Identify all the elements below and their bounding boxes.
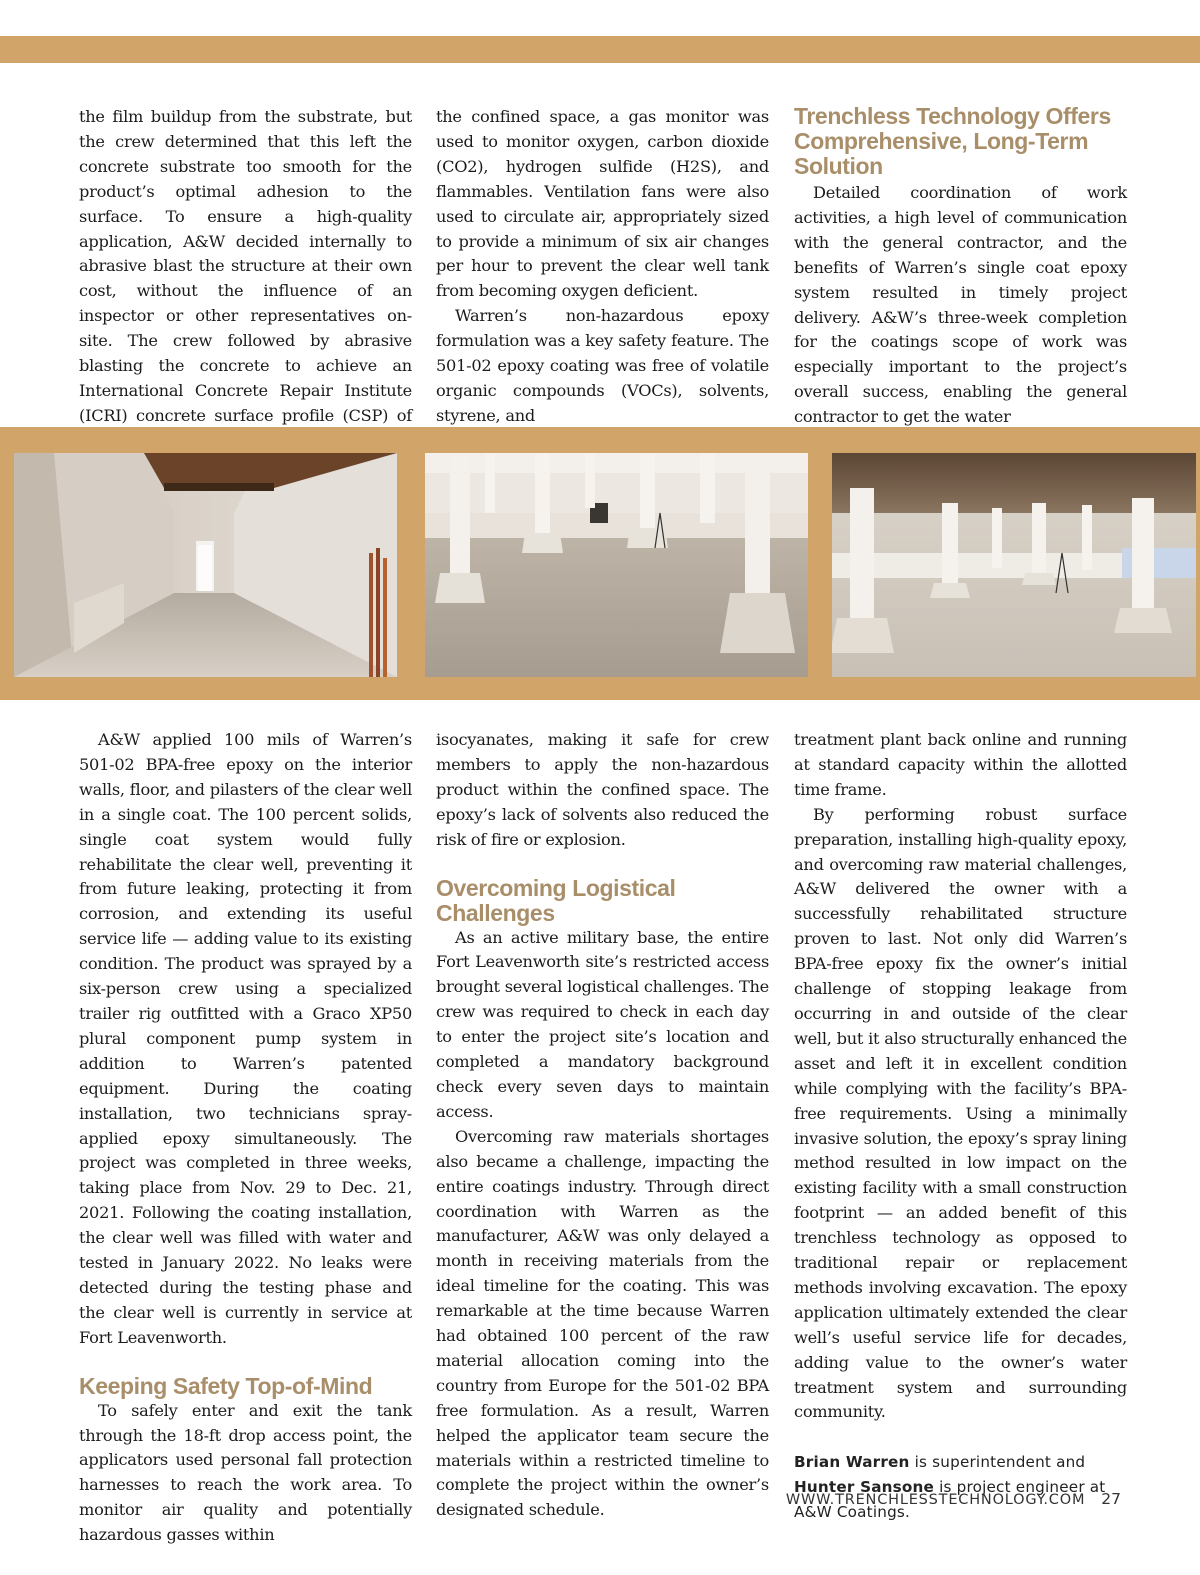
top-column-3 bbox=[794, 104, 1127, 430]
body-paragraph: A&W applied 100 mils of Warren’s 501-02 BPA-free epoxy on the interior walls, floor, and pilasters of the clear well in a single coat. The 100 percent solids, single coat system would fully rehabilitate the clear well, preventing it from future leaking, protecting it from corrosion, and extending its useful service life — adding value to its existing condition. The product was sprayed by a six-person crew using a specialized trailer rig outfitted with a Graco XP50 plural component pump system in addition to Warren’s patented equipment. During the coating installation, two technicians spray-applied epoxy simultaneously. The project was completed in three weeks, taking place from Nov. 29 to Dec. 21, 2021. Following the coating installation, the clear well was filled with water and tested in January 2022. No leaks were detected during the testing phase and the clear well is currently in service at Fort Leavenworth. bbox=[79, 730, 412, 1347]
page-number: 27 bbox=[1101, 1490, 1121, 1508]
bottom-column-3 bbox=[794, 728, 1127, 1525]
section-heading: Overcoming Logistical Challenges bbox=[436, 874, 676, 926]
photo-strip bbox=[0, 427, 1200, 700]
photo-tank-columns bbox=[425, 453, 808, 677]
section-heading: Trenchless Technology Offers Comprehensive, Long-Term Solution bbox=[794, 103, 1111, 179]
author-name: Brian Warren bbox=[794, 1453, 910, 1472]
author-name: Hunter Sansone bbox=[794, 1478, 935, 1497]
body-paragraph: the film buildup from the substrate, but the crew determined that this left the concrete substrate too smooth for the product’s optimal adhesion to the surface. To ensure a high-quality application, A&W decided internally to abrasive blast the structure at their own cost, without the influence of an inspector or other representatives on-site. The crew followed by abrasive blasting the concrete to achieve an International Concrete Repair Institute (ICRI) concrete surface profile (CSP) of bbox=[79, 107, 412, 425]
body-paragraph: By performing robust surface preparation, installing high-quality epoxy, and overcoming raw material challenges, A&W delivered the owner with a successfully rehabilitated structure proven to last. Not only did Warren’s BPA-free epoxy fix the owner’s initial challenge of stopping leakage from occurring in and outside of the clear well, but it also structurally enhanced the asset and left it in excellent condition while complying with the facility’s BPA-free requirements. Using a minimally invasive solution, the epoxy’s spray lining method resulted in low impact on the existing facility with a small construction footprint — an added benefit of this trenchless technology as opposed to traditional repair or replacement methods involving excavation. The epoxy application ultimately extended the clear well’s useful service life for decades, adding value to the owner’s water treatment system and surrounding community. bbox=[794, 804, 1127, 1422]
section-heading: Keeping Safety Top-of-Mind bbox=[79, 1372, 373, 1399]
bottom-column-1 bbox=[79, 728, 412, 1548]
top-accent-band bbox=[0, 36, 1200, 63]
body-paragraph: As an active military base, the entire Fort Leavenworth site’s restricted access brought several logistical challenges. The crew was required to check in each day to enter the project site’s location and completed a mandatory background check every seven days to maintain access. bbox=[436, 927, 769, 1121]
page-footer bbox=[786, 1490, 1121, 1508]
top-column-2 bbox=[436, 105, 769, 429]
body-paragraph: Warren’s non-hazardous epoxy formulation was a key safety feature. The 501-02 epoxy coating was free of volatile organic compounds (VOCs), solvents, styrene, and bbox=[436, 306, 769, 425]
website-url[interactable]: WWW.TRENCHLESSTECHNOLOGY.COM bbox=[785, 1492, 1086, 1508]
photo-corridor bbox=[14, 453, 397, 677]
body-paragraph: Overcoming raw materials shortages also became a challenge, impacting the entire coatings industry. Through direct coordination with Warren as the manufacturer, A&W was only delayed a month in receiving materials from the ideal timeline for the coating. This was remarkable at the time because Warren had obtained 100 percent of the raw material allocation coming into the country from Europe for the 501-02 BPA free formulation. As a result, Warren helped the applicator team secure the materials within a restricted timeline to complete the project within the owner’s designated schedule. bbox=[436, 1126, 769, 1520]
author-role: is superintendent and bbox=[909, 1453, 1086, 1472]
body-paragraph: To safely enter and exit the tank through the 18-ft drop access point, the applicators used personal fall protection harnesses to reach the work area. To monitor air quality and potentially hazardous gasses within bbox=[79, 1400, 412, 1545]
body-paragraph: isocyanates, making it safe for crew members to apply the non-hazardous product within the confined space. The epoxy’s lack of solvents also reduced the risk of fire or explosion. bbox=[436, 730, 769, 849]
body-paragraph: the confined space, a gas monitor was used to monitor oxygen, carbon dioxide (CO2), hydrogen sulfide (H2S), and flammables. Ventilation fans were also used to circulate air, appropriately sized to provide a minimum of six air changes per hour to prevent the clear well tank from becoming oxygen deficient. bbox=[436, 107, 769, 301]
photo-tank-interior bbox=[832, 453, 1196, 677]
body-paragraph: treatment plant back online and running at standard capacity within the allotted time frame. bbox=[794, 730, 1127, 799]
author-role: is project engineer at A&W Coatings. bbox=[794, 1478, 1106, 1522]
author-bio bbox=[794, 1450, 1127, 1525]
body-paragraph: Detailed coordination of work activities, a high level of communication with the general contractor, and the benefits of Warren’s single coat epoxy system resulted in timely project delivery. A&W’s three-week completion for the coatings scope of work was especially important to the project’s overall success, enabling the general contractor to get the water bbox=[794, 183, 1127, 427]
bottom-column-2 bbox=[436, 728, 769, 1523]
top-column-1 bbox=[79, 105, 412, 454]
